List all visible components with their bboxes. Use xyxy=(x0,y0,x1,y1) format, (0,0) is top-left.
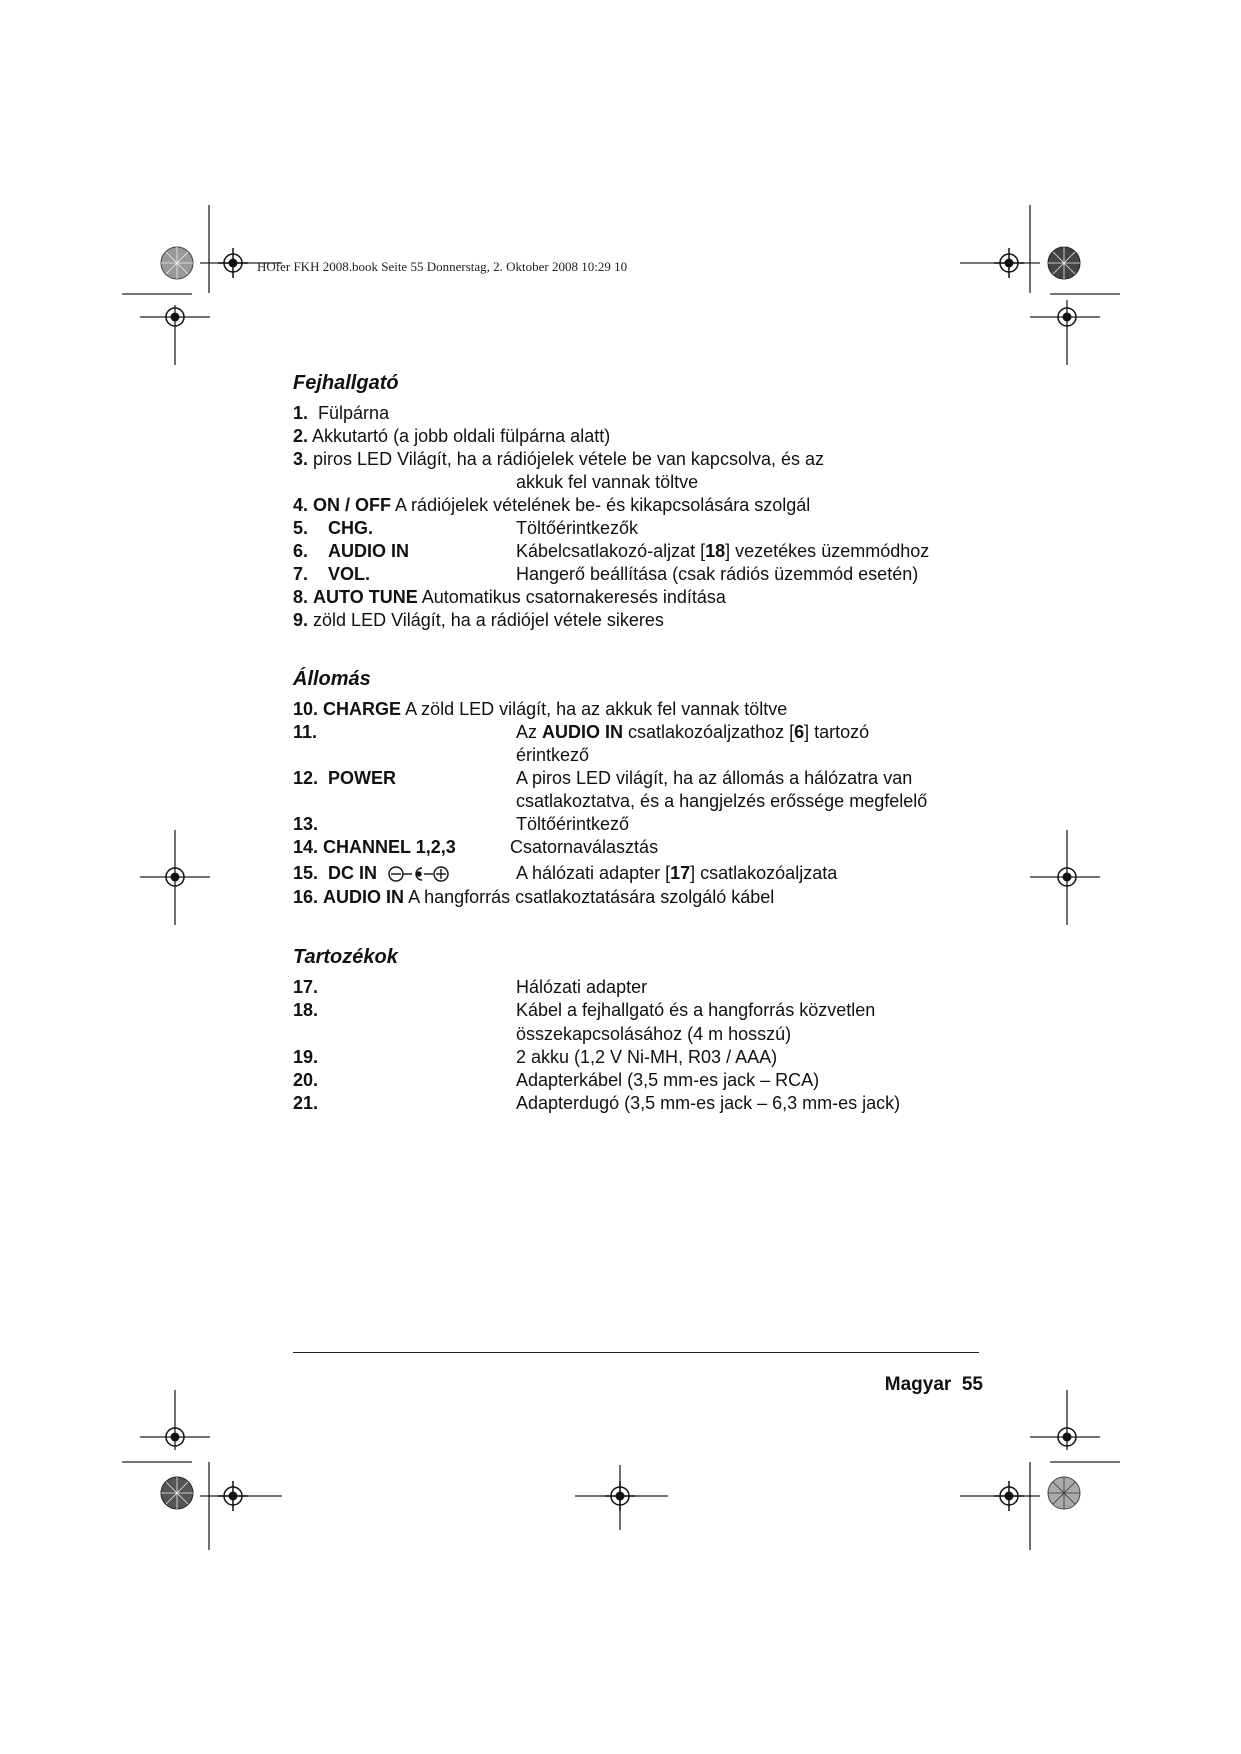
footer-language: Magyar xyxy=(884,1374,952,1395)
list-item: 15. DC IN xyxy=(293,862,450,885)
list-item: 8. AUTO TUNE Automatikus csatornakeresés indítása xyxy=(293,587,726,607)
list-item: 9. zöld LED Világít, ha a rádiójel vétele sikeres xyxy=(293,610,664,630)
list-item: 11. xyxy=(293,722,318,742)
page-footer xyxy=(885,1374,983,1396)
list-item: 13. xyxy=(293,814,319,834)
list-item-continuation: érintkező xyxy=(516,745,590,765)
section-title-headphone: Fejhallgató xyxy=(293,372,399,394)
list-item: 12. POWER xyxy=(293,768,397,788)
list-item: 5. CHG. xyxy=(293,518,374,538)
list-item-description: Adapterdugó (3,5 mm-es jack – 6,3 mm-es jack) xyxy=(516,1093,901,1113)
section-title-station: Állomás xyxy=(293,668,371,690)
list-item-description: Adapterkábel (3,5 mm-es jack – RCA) xyxy=(516,1070,820,1090)
list-item: 7. VOL. xyxy=(293,564,371,584)
list-item: 17. xyxy=(293,977,319,997)
list-item: 16. AUDIO IN A hangforrás csatlakoztatására szolgáló kábel xyxy=(293,887,775,907)
list-item: 6. AUDIO IN xyxy=(293,541,410,561)
list-item-description: A piros LED világít, ha az állomás a hálózatra van xyxy=(516,768,913,788)
list-item-description: Kábelcsatlakozó-aljzat [18] vezetékes üzemmódhoz xyxy=(516,541,930,561)
list-item-continuation: csatlakoztatva, és a hangjelzés erőssége megfelelő xyxy=(516,791,928,811)
list-item-continuation: összekapcsolásához (4 m hosszú) xyxy=(516,1024,792,1044)
footer-divider xyxy=(293,1352,979,1353)
list-item: 1. Fülpárna xyxy=(293,403,390,423)
list-item: 21. xyxy=(293,1093,319,1113)
list-item: 18. xyxy=(293,1000,319,1020)
list-item: 14. CHANNEL 1,2,3 xyxy=(293,837,456,857)
section-title-accessories: Tartozékok xyxy=(293,946,398,968)
dc-polarity-icon xyxy=(388,865,450,883)
list-item-description: Csatornaválasztás xyxy=(510,837,659,857)
list-item-continuation: akkuk fel vannak töltve xyxy=(516,472,699,492)
list-item-description: A hálózati adapter [17] csatlakozóaljzata xyxy=(516,863,838,883)
list-item-description: Hangerő beállítása (csak rádiós üzemmód esetén) xyxy=(516,564,919,584)
list-item: 3. piros LED Világít, ha a rádiójelek vétele be van kapcsolva, és az xyxy=(293,449,824,469)
list-item: 2. Akkutartó (a jobb oldali fülpárna alatt) xyxy=(293,426,611,446)
list-item: 4. ON / OFF A rádiójelek vételének be- és kikapcsolására szolgál xyxy=(293,495,811,515)
print-slug: HOfer FKH 2008.book Seite 55 Donnerstag, 2. Oktober 2008 10:29 10 xyxy=(257,259,628,274)
page-number: 55 xyxy=(961,1374,983,1395)
list-item-description: Töltőérintkezők xyxy=(516,518,639,538)
list-item-description: Töltőérintkező xyxy=(516,814,630,834)
list-item-description: Az AUDIO IN csatlakozóaljzathoz [6] tartozó xyxy=(516,722,870,742)
list-item: 20. xyxy=(293,1070,319,1090)
list-item: 19. xyxy=(293,1047,319,1067)
list-item: 10. CHARGE A zöld LED világít, ha az akkuk fel vannak töltve xyxy=(293,699,788,719)
list-item-description: Kábel a fejhallgató és a hangforrás közvetlen xyxy=(516,1000,876,1020)
list-item-description: 2 akku (1,2 V Ni-MH, R03 / AAA) xyxy=(516,1047,778,1067)
list-item-description: Hálózati adapter xyxy=(516,977,648,997)
